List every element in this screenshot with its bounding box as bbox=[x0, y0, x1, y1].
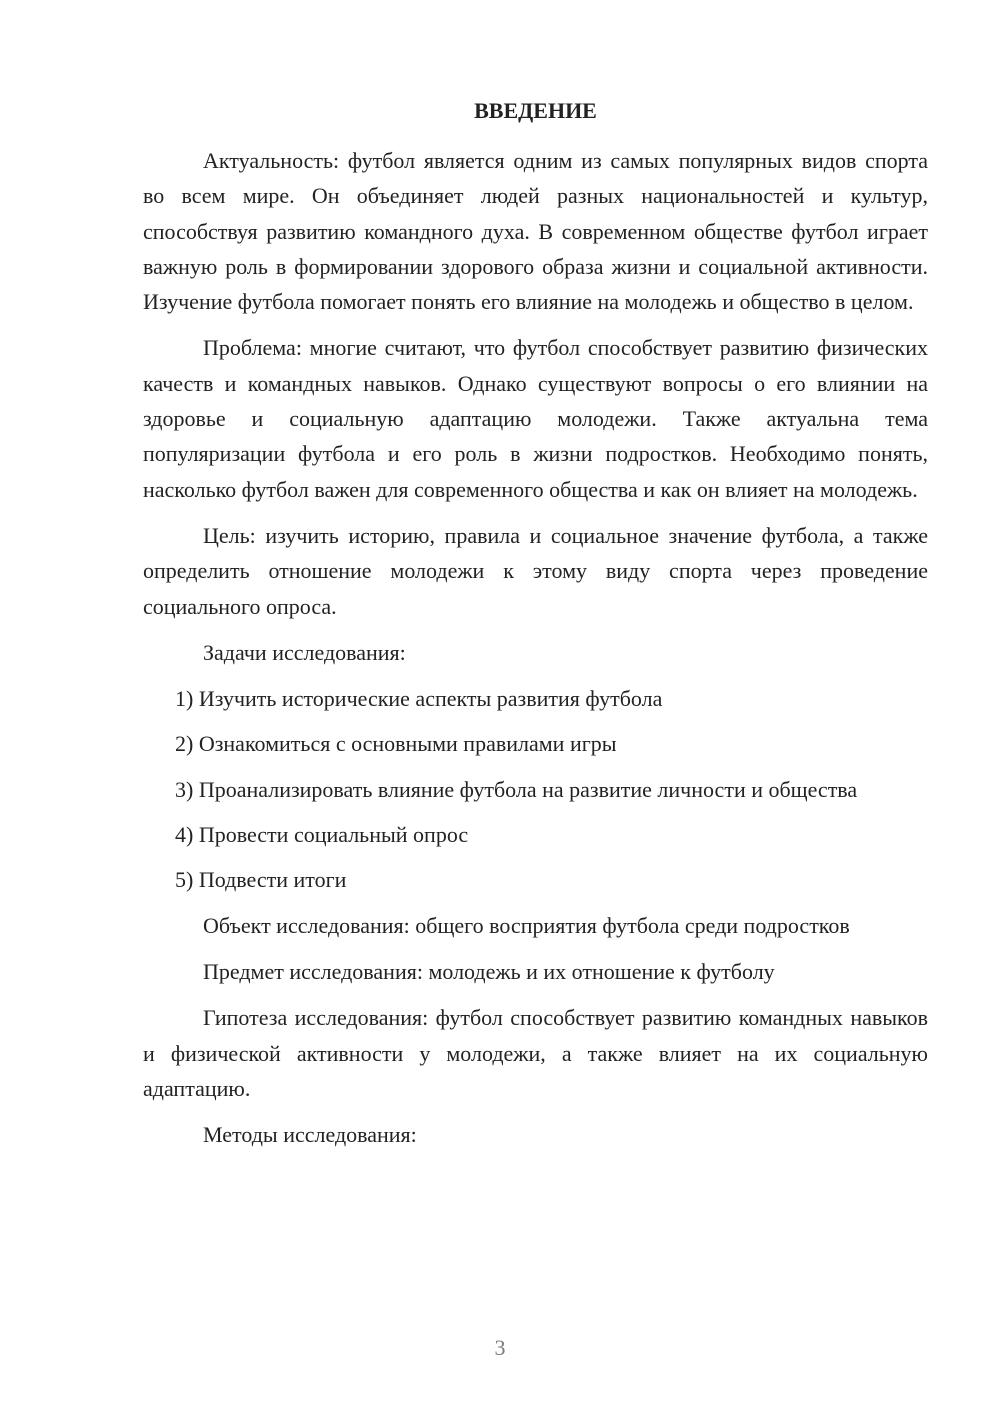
page-number: 3 bbox=[494, 1335, 506, 1360]
task-item-3: 3) Проанализировать влияние футбола на развитие личности и общества bbox=[175, 776, 858, 802]
paragraph-goal: Цель: изучить историю, правила и социальное значение футбола, а также определить отношение молодежи к этому виду спорта через проведение социального опроса. bbox=[143, 522, 928, 619]
task-item-5: 5) Подвести итоги bbox=[175, 867, 347, 893]
paragraph-subject: Предмет исследования: молодежь и их отношение к футболу bbox=[203, 958, 775, 984]
body-text bbox=[143, 143, 928, 1163]
paragraph-relevance: Актуальность: футбол является одним из самых популярных видов спорта во всем мире. Он объединяет людей разных национальностей и культур, способствуя развитию командного духа. В современном обществе футбол играет важную роль в формировании здорового образа жизни и социальной активности. Изучение футбола помогает понять его влияние на молодежь и общество в целом. bbox=[143, 148, 928, 315]
paragraph-hypothesis: Гипотеза исследования: футбол способствует развитию командных навыков и физической активности у молодежи, а также влияет на их социальную адаптацию. bbox=[143, 1005, 928, 1101]
task-item-4: 4) Провести социальный опрос bbox=[175, 822, 469, 848]
paragraph-object: Объект исследования: общего восприятия футбола среди подростков bbox=[203, 912, 850, 938]
task-item-1: 1) Изучить исторические аспекты развития футбола bbox=[175, 686, 663, 712]
paragraph-problem: Проблема: многие считают, что футбол способствует развитию физических качеств и командных навыков. Однако существуют вопросы о его влиянии на здоровье и социальную адаптацию молодежи. Также актуальна тема популяризации футбола и его роль в жизни подростков. Необходимо понять, насколько футбол важен для современного общества и как он влияет на молодежь. bbox=[143, 335, 928, 502]
task-item-2: 2) Ознакомиться с основными правилами игры bbox=[175, 731, 617, 757]
methods-label: Методы исследования: bbox=[203, 1122, 417, 1148]
page-heading: ВВЕДЕНИЕ bbox=[474, 98, 597, 123]
tasks-label: Задачи исследования: bbox=[203, 639, 406, 665]
